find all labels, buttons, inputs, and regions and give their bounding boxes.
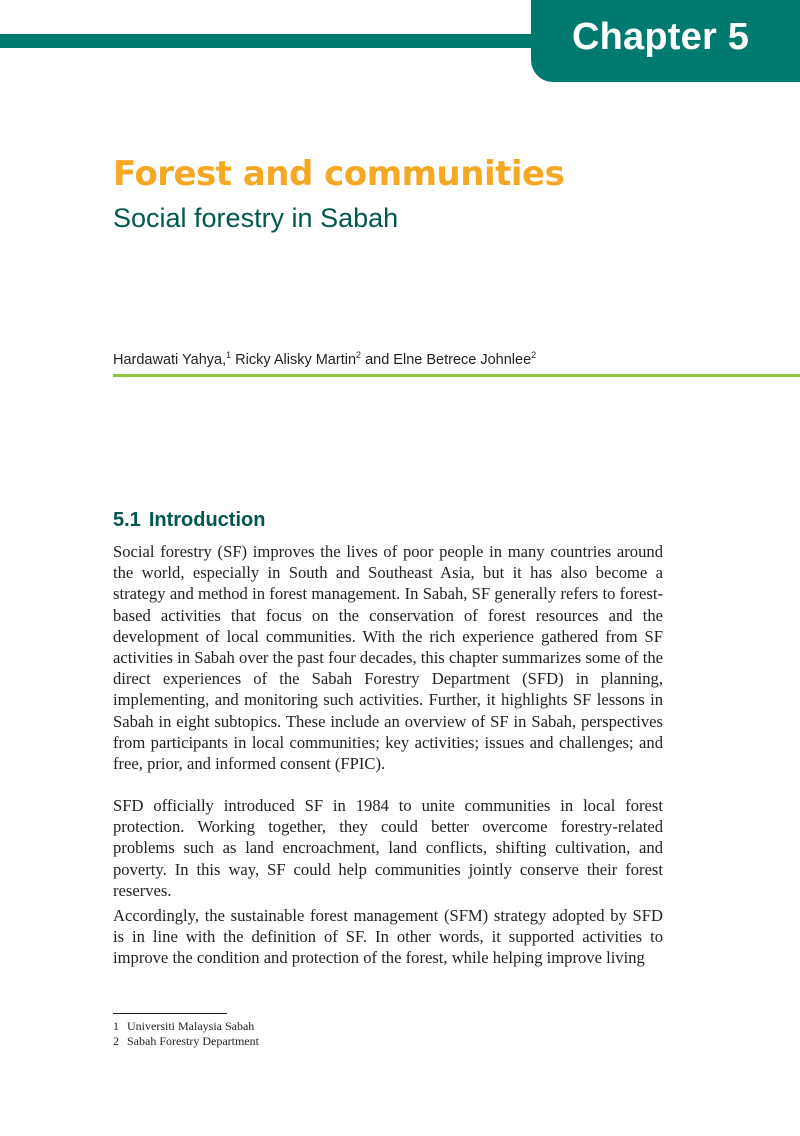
author-affiliation-mark: 2 [356, 350, 362, 360]
author-affiliation-mark: 1 [226, 350, 232, 360]
body-paragraph: Social forestry (SF) improves the lives of poor people in many countries around the world, especially in South and Southeast Asia, but it has also become a strategy and method in forest management. In Sabah, SF generally refers to forest-based activities that focus on the conservation of forest resources and the development of local communities. With the rich experience gathered from SF activities in Sabah over the past four decades, this chapter summarizes some of the direct experiences of the Sabah Forestry Department (SFD) in planning, implementing, and monitoring such activities. Further, it highlights SF lessons in Sabah in eight subtopics. These include an overview of SF in Sabah, perspectives from participants in local communities; key activities; issues and challenges; and free, prior, and informed consent (FPIC). [113, 542, 663, 774]
footnote [113, 1019, 254, 1034]
section-title: Introduction [148, 509, 266, 531]
author-name: Ricky Alisky Martin [231, 352, 357, 368]
chapter-title: Forest and communities [113, 154, 565, 194]
author-divider [113, 374, 800, 377]
footnote-divider [113, 1013, 227, 1014]
footnote-number: 1 [113, 1019, 119, 1033]
chapter-subtitle: Social forestry in Sabah [113, 203, 399, 233]
body-paragraph: SFD officially introduced SF in 1984 to unite communities in local forest protection. Working together, they could better overcome forestry-related problems such as land encroachment, land conflicts, shifting cultivation, and poverty. In this way, SF could help communities jointly conserve their forest reserves. [113, 796, 663, 900]
section-number: 5.1 [113, 509, 141, 531]
author-line [113, 352, 536, 368]
footnote [113, 1034, 259, 1049]
header-bar [0, 34, 560, 48]
body-paragraph: Accordingly, the sustainable forest management (SFM) strategy adopted by SFD is in line with the definition of SF. In other words, it supported activities to improve the condition and protection of the forest, while helping improve living [113, 906, 663, 968]
footnote-text: Sabah Forestry Department [127, 1034, 259, 1048]
chapter-label: Chapter 5 [572, 16, 750, 58]
author-name: Hardawati Yahya, [113, 352, 227, 368]
author-affiliation-mark: 2 [531, 350, 537, 360]
footnote-text: Universiti Malaysia Sabah [127, 1019, 255, 1033]
section-heading [113, 509, 265, 532]
footnote-number: 2 [113, 1034, 119, 1048]
author-name: and Elne Betrece Johnlee [361, 352, 532, 368]
